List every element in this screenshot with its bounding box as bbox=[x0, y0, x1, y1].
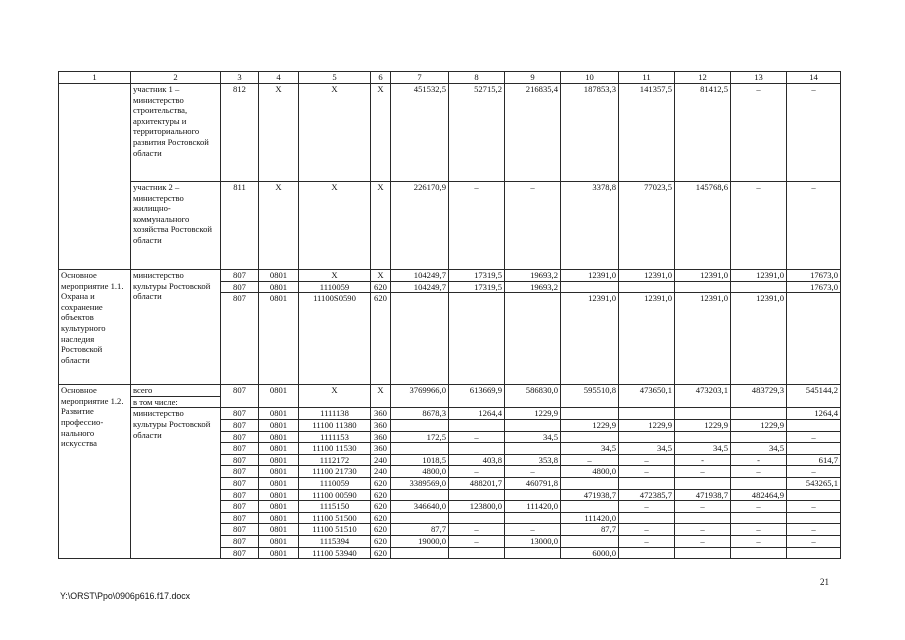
cell: – bbox=[787, 524, 841, 536]
cell: 123800,0 bbox=[449, 501, 505, 513]
cell bbox=[675, 431, 731, 443]
cell: – bbox=[505, 466, 561, 478]
cell: 807 bbox=[221, 281, 259, 293]
cell: 1115394 bbox=[299, 535, 371, 547]
cell bbox=[449, 489, 505, 501]
cell: 620 bbox=[371, 293, 391, 385]
cell: 0801 bbox=[259, 489, 299, 501]
cell bbox=[787, 419, 841, 431]
cell bbox=[391, 419, 449, 431]
cell: Х bbox=[299, 385, 371, 408]
cell: 0801 bbox=[259, 512, 299, 524]
cell bbox=[731, 547, 787, 559]
cell: 11100 51510 bbox=[299, 524, 371, 536]
col-header: 12 bbox=[675, 72, 731, 84]
participant-2-label: участник 2 – министерство жилищно-коммунального хозяйства Ростовской области bbox=[131, 182, 221, 270]
cell: 807 bbox=[221, 270, 259, 282]
cell: 240 bbox=[371, 454, 391, 466]
col-header: 10 bbox=[561, 72, 619, 84]
activity-1-2-name: Основное мероприятие 1.2. Развитие профессио-нального искусства bbox=[59, 385, 131, 559]
cell: – bbox=[731, 501, 787, 513]
cell: 812 bbox=[221, 84, 259, 182]
cell: 1110059 bbox=[299, 281, 371, 293]
cell: 1110059 bbox=[299, 477, 371, 489]
cell bbox=[505, 547, 561, 559]
cell: 0801 bbox=[259, 385, 299, 408]
cell: 1229,9 bbox=[675, 419, 731, 431]
total-label: всего bbox=[131, 385, 221, 397]
cell: 0801 bbox=[259, 408, 299, 420]
cell: Х bbox=[371, 385, 391, 408]
cell: 141357,5 bbox=[619, 84, 675, 182]
cell: 473203,1 bbox=[675, 385, 731, 408]
cell bbox=[731, 408, 787, 420]
cell bbox=[505, 489, 561, 501]
cell: 12391,0 bbox=[731, 270, 787, 282]
cell: – bbox=[787, 431, 841, 443]
cell: 17319,5 bbox=[449, 270, 505, 282]
table-row bbox=[59, 270, 841, 282]
cell: 11100S0590 bbox=[299, 293, 371, 385]
cell: Х bbox=[371, 182, 391, 270]
cell: Х bbox=[259, 84, 299, 182]
cell: 360 bbox=[371, 408, 391, 420]
cell: 353,8 bbox=[505, 454, 561, 466]
cell: 807 bbox=[221, 489, 259, 501]
cell: – bbox=[449, 182, 505, 270]
cell: 52715,2 bbox=[449, 84, 505, 182]
cell: 172,5 bbox=[391, 431, 449, 443]
cell: 807 bbox=[221, 419, 259, 431]
cell: 807 bbox=[221, 512, 259, 524]
cell: 460791,8 bbox=[505, 477, 561, 489]
cell: 1018,5 bbox=[391, 454, 449, 466]
cell bbox=[619, 431, 675, 443]
cell: 17319,5 bbox=[449, 281, 505, 293]
footer-file-path: Y:\ORST\Ppo\0906p616.f17.docx bbox=[60, 591, 191, 601]
page-number: 21 bbox=[820, 577, 829, 587]
cell: 145768,6 bbox=[675, 182, 731, 270]
cell: 240 bbox=[371, 466, 391, 478]
cell bbox=[787, 547, 841, 559]
cell: 19693,2 bbox=[505, 281, 561, 293]
cell: 620 bbox=[371, 489, 391, 501]
cell: 1229,9 bbox=[505, 408, 561, 420]
cell: 77023,5 bbox=[619, 182, 675, 270]
cell: 0801 bbox=[259, 443, 299, 455]
cell bbox=[449, 547, 505, 559]
cell: 3378,8 bbox=[561, 182, 619, 270]
cell: 13000,0 bbox=[505, 535, 561, 547]
cell: 19693,2 bbox=[505, 270, 561, 282]
cell: 473650,1 bbox=[619, 385, 675, 408]
cell: 0801 bbox=[259, 281, 299, 293]
cell: Х bbox=[299, 270, 371, 282]
cell: 0801 bbox=[259, 547, 299, 559]
cell: 12391,0 bbox=[561, 270, 619, 282]
cell: – bbox=[449, 431, 505, 443]
cell: 19000,0 bbox=[391, 535, 449, 547]
cell: 1264,4 bbox=[449, 408, 505, 420]
col-header: 1 bbox=[59, 72, 131, 84]
cell: – bbox=[787, 182, 841, 270]
cell: – bbox=[449, 524, 505, 536]
table-row bbox=[59, 84, 841, 182]
cell bbox=[561, 535, 619, 547]
cell: 613669,9 bbox=[449, 385, 505, 408]
table-row bbox=[59, 385, 841, 397]
cell bbox=[675, 281, 731, 293]
cell: – bbox=[731, 524, 787, 536]
cell: 87,7 bbox=[561, 524, 619, 536]
cell: 807 bbox=[221, 293, 259, 385]
cell: – bbox=[619, 466, 675, 478]
cell: 111420,0 bbox=[561, 512, 619, 524]
cell: – bbox=[787, 466, 841, 478]
cell: 34,5 bbox=[731, 443, 787, 455]
cell: 0801 bbox=[259, 270, 299, 282]
cell bbox=[619, 547, 675, 559]
cell bbox=[449, 512, 505, 524]
cell: – bbox=[619, 524, 675, 536]
cell: 11100 11530 bbox=[299, 443, 371, 455]
activity-1-1-executor: министерство культуры Ростовской области bbox=[131, 270, 221, 385]
cell: 187853,3 bbox=[561, 84, 619, 182]
cell: – bbox=[787, 84, 841, 182]
cell bbox=[675, 547, 731, 559]
col-header: 8 bbox=[449, 72, 505, 84]
cell: 451532,5 bbox=[391, 84, 449, 182]
cell: 12391,0 bbox=[731, 293, 787, 385]
cell: – bbox=[675, 524, 731, 536]
cell: 0801 bbox=[259, 477, 299, 489]
cell bbox=[675, 408, 731, 420]
cell bbox=[675, 477, 731, 489]
cell: 471938,7 bbox=[561, 489, 619, 501]
cell: 12391,0 bbox=[675, 270, 731, 282]
cell: 807 bbox=[221, 477, 259, 489]
cell: 1229,9 bbox=[619, 419, 675, 431]
cell: 0801 bbox=[259, 293, 299, 385]
cell: 807 bbox=[221, 501, 259, 513]
table-header-row bbox=[59, 72, 841, 84]
cell: 620 bbox=[371, 501, 391, 513]
cell: – bbox=[731, 84, 787, 182]
cell bbox=[391, 443, 449, 455]
cell: 471938,7 bbox=[675, 489, 731, 501]
cell: - bbox=[675, 454, 731, 466]
cell: 34,5 bbox=[505, 431, 561, 443]
cell bbox=[391, 293, 449, 385]
cell: 1115150 bbox=[299, 501, 371, 513]
cell bbox=[561, 408, 619, 420]
cell: 807 bbox=[221, 454, 259, 466]
cell: – bbox=[675, 535, 731, 547]
cell: 104249,7 bbox=[391, 270, 449, 282]
cell: Х bbox=[259, 182, 299, 270]
cell: 620 bbox=[371, 281, 391, 293]
cell: – bbox=[619, 535, 675, 547]
cell bbox=[675, 512, 731, 524]
cell: 807 bbox=[221, 547, 259, 559]
cell: 17673,0 bbox=[787, 270, 841, 282]
cell bbox=[449, 293, 505, 385]
activity-1-2-executor: министерство культуры Ростовской области bbox=[131, 408, 221, 559]
cell: 34,5 bbox=[619, 443, 675, 455]
cell bbox=[731, 512, 787, 524]
col-header: 13 bbox=[731, 72, 787, 84]
cell: 4800,0 bbox=[391, 466, 449, 478]
cell: 34,5 bbox=[675, 443, 731, 455]
cell: 12391,0 bbox=[561, 293, 619, 385]
cell: 360 bbox=[371, 419, 391, 431]
cell bbox=[391, 512, 449, 524]
cell bbox=[391, 489, 449, 501]
cell: – bbox=[449, 535, 505, 547]
cell: 0801 bbox=[259, 431, 299, 443]
activity-1-1-name: Основное мероприятие 1.1. Охрана и сохранение объектов культурного наследия Ростовской области bbox=[59, 270, 131, 385]
cell: 81412,5 bbox=[675, 84, 731, 182]
cell: – bbox=[505, 524, 561, 536]
cell: 620 bbox=[371, 477, 391, 489]
cell: 3389569,0 bbox=[391, 477, 449, 489]
col-header: 5 bbox=[299, 72, 371, 84]
cell: 226170,9 bbox=[391, 182, 449, 270]
cell: – bbox=[449, 466, 505, 478]
cell: 482464,9 bbox=[731, 489, 787, 501]
cell bbox=[787, 489, 841, 501]
cell: 11100 11380 bbox=[299, 419, 371, 431]
cell: 360 bbox=[371, 431, 391, 443]
cell: 12391,0 bbox=[619, 270, 675, 282]
cell: 3769966,0 bbox=[391, 385, 449, 408]
cell: – bbox=[675, 466, 731, 478]
cell: 472385,7 bbox=[619, 489, 675, 501]
cell: 483729,3 bbox=[731, 385, 787, 408]
cell bbox=[505, 443, 561, 455]
cell: 17673,0 bbox=[787, 281, 841, 293]
cell: – bbox=[787, 535, 841, 547]
cell bbox=[787, 443, 841, 455]
cell: 1229,9 bbox=[561, 419, 619, 431]
cell: 620 bbox=[371, 547, 391, 559]
col-header: 9 bbox=[505, 72, 561, 84]
cell: – bbox=[675, 501, 731, 513]
cell bbox=[731, 477, 787, 489]
cell: 12391,0 bbox=[675, 293, 731, 385]
cell bbox=[787, 512, 841, 524]
cell: 807 bbox=[221, 443, 259, 455]
cell bbox=[731, 431, 787, 443]
cell: – bbox=[731, 535, 787, 547]
cell: 1112172 bbox=[299, 454, 371, 466]
budget-table bbox=[58, 71, 841, 559]
cell: 807 bbox=[221, 466, 259, 478]
cell: – bbox=[619, 501, 675, 513]
cell: 807 bbox=[221, 431, 259, 443]
cell: - bbox=[731, 454, 787, 466]
cell: 807 bbox=[221, 524, 259, 536]
cell: 543265,1 bbox=[787, 477, 841, 489]
cell: 488201,7 bbox=[449, 477, 505, 489]
cell: Х bbox=[299, 84, 371, 182]
col-header: 3 bbox=[221, 72, 259, 84]
col-header: 7 bbox=[391, 72, 449, 84]
cell: 807 bbox=[221, 408, 259, 420]
cell: 545144,2 bbox=[787, 385, 841, 408]
cell: – bbox=[731, 466, 787, 478]
including-label: в том числе: bbox=[131, 396, 221, 408]
cell: 0801 bbox=[259, 454, 299, 466]
cell: 11100 51500 bbox=[299, 512, 371, 524]
cell: 216835,4 bbox=[505, 84, 561, 182]
cell: 0801 bbox=[259, 419, 299, 431]
cell: 614,7 bbox=[787, 454, 841, 466]
cell bbox=[787, 293, 841, 385]
cell: 104249,7 bbox=[391, 281, 449, 293]
cell bbox=[619, 512, 675, 524]
cell bbox=[391, 547, 449, 559]
cell: 346640,0 bbox=[391, 501, 449, 513]
cell: – bbox=[787, 501, 841, 513]
cell: – bbox=[561, 454, 619, 466]
cell bbox=[505, 512, 561, 524]
empty-cell bbox=[59, 84, 131, 270]
cell: 586830,0 bbox=[505, 385, 561, 408]
cell: 0801 bbox=[259, 524, 299, 536]
col-header: 2 bbox=[131, 72, 221, 84]
cell: 1264,4 bbox=[787, 408, 841, 420]
cell: 1229,9 bbox=[731, 419, 787, 431]
cell bbox=[449, 419, 505, 431]
col-header: 14 bbox=[787, 72, 841, 84]
cell: Х bbox=[371, 84, 391, 182]
cell: 12391,0 bbox=[619, 293, 675, 385]
col-header: 6 bbox=[371, 72, 391, 84]
cell: Х bbox=[371, 270, 391, 282]
cell: 1111153 bbox=[299, 431, 371, 443]
cell: 807 bbox=[221, 385, 259, 408]
cell bbox=[561, 281, 619, 293]
participant-1-label: участник 1 – министерство строительства, архитектуры и территориального развития Ростовской области bbox=[131, 84, 221, 182]
cell: 34,5 bbox=[561, 443, 619, 455]
cell: 111420,0 bbox=[505, 501, 561, 513]
table-row bbox=[59, 408, 841, 420]
cell: – bbox=[731, 182, 787, 270]
cell: 620 bbox=[371, 524, 391, 536]
cell: 11100 53940 bbox=[299, 547, 371, 559]
col-header: 11 bbox=[619, 72, 675, 84]
cell bbox=[731, 281, 787, 293]
cell: 6000,0 bbox=[561, 547, 619, 559]
cell bbox=[561, 477, 619, 489]
cell: 0801 bbox=[259, 466, 299, 478]
cell: – bbox=[505, 182, 561, 270]
cell bbox=[505, 293, 561, 385]
cell: 4800,0 bbox=[561, 466, 619, 478]
cell: 807 bbox=[221, 535, 259, 547]
table-row bbox=[59, 182, 841, 270]
cell: 595510,8 bbox=[561, 385, 619, 408]
cell: 8678,3 bbox=[391, 408, 449, 420]
cell bbox=[619, 477, 675, 489]
cell bbox=[619, 408, 675, 420]
cell: 0801 bbox=[259, 535, 299, 547]
cell: 403,8 bbox=[449, 454, 505, 466]
cell bbox=[619, 281, 675, 293]
cell: 811 bbox=[221, 182, 259, 270]
cell bbox=[449, 443, 505, 455]
cell: 11100 00590 bbox=[299, 489, 371, 501]
cell: 0801 bbox=[259, 501, 299, 513]
cell: 620 bbox=[371, 512, 391, 524]
cell bbox=[505, 419, 561, 431]
col-header: 4 bbox=[259, 72, 299, 84]
cell: 620 bbox=[371, 535, 391, 547]
cell bbox=[561, 501, 619, 513]
cell: Х bbox=[299, 182, 371, 270]
cell: 87,7 bbox=[391, 524, 449, 536]
cell bbox=[561, 431, 619, 443]
cell: 360 bbox=[371, 443, 391, 455]
cell: 11100 21730 bbox=[299, 466, 371, 478]
cell: – bbox=[619, 454, 675, 466]
cell: 1111138 bbox=[299, 408, 371, 420]
